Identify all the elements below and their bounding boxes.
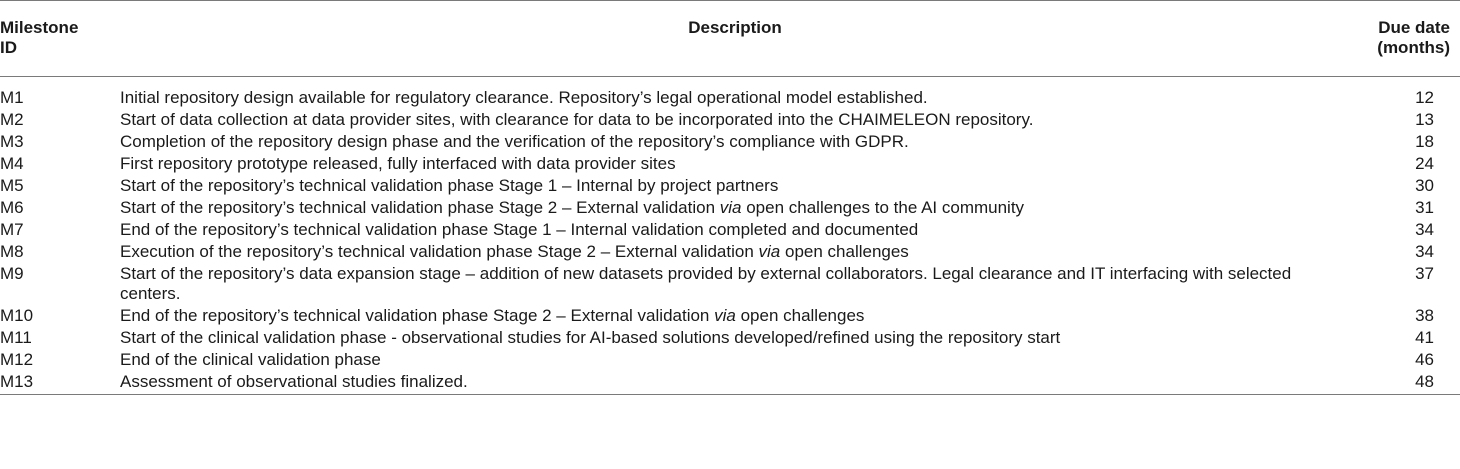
- due-date-cell: 18: [1415, 132, 1434, 151]
- milestone-description-cell: [120, 327, 1350, 349]
- table-row: [0, 305, 1460, 327]
- description-text: via: [714, 306, 736, 325]
- milestone-description-cell: [120, 371, 1350, 395]
- table-row: [0, 219, 1460, 241]
- description-text: open challenges: [735, 306, 865, 325]
- table-row: [0, 153, 1460, 175]
- milestone-id-cell: M6: [0, 198, 24, 217]
- milestone-description-cell: [120, 349, 1350, 371]
- description-text: First repository prototype released, fully interfaced with data provider sites: [120, 154, 676, 173]
- table-body: [0, 77, 1460, 395]
- due-date-cell: 13: [1415, 110, 1434, 129]
- milestone-id-cell: M4: [0, 154, 24, 173]
- table-row: [0, 197, 1460, 219]
- milestone-description-cell: [120, 241, 1350, 263]
- milestone-id-cell: M7: [0, 220, 24, 239]
- header-due-line2: (months): [1377, 38, 1450, 57]
- description-text: Start of the repository’s technical validation phase Stage 2 – External validation: [120, 198, 720, 217]
- milestone-description-cell: [120, 305, 1350, 327]
- milestone-id-cell: M1: [0, 88, 24, 107]
- milestone-description-cell: [120, 109, 1350, 131]
- milestone-description-cell: [120, 175, 1350, 197]
- table-row: [0, 349, 1460, 371]
- milestone-id-cell: M11: [0, 328, 32, 347]
- table-row: [0, 131, 1460, 153]
- description-text: Initial repository design available for regulatory clearance. Repository’s legal operational model established.: [120, 88, 928, 107]
- description-text: open challenges: [780, 242, 909, 261]
- table-header-row: [0, 1, 1460, 77]
- due-date-cell: 34: [1415, 220, 1434, 239]
- milestone-id-cell: M13: [0, 372, 34, 391]
- milestone-id-cell: M2: [0, 110, 24, 129]
- due-date-cell: 30: [1415, 176, 1434, 195]
- description-text: End of the repository’s technical validation phase Stage 2 – External validation: [120, 306, 715, 325]
- due-date-cell: 48: [1415, 372, 1434, 391]
- header-description: Description: [688, 18, 782, 37]
- milestone-description-cell: [120, 219, 1350, 241]
- description-text: Execution of the repository’s technical validation phase Stage 2 – External validation: [120, 242, 759, 261]
- table-row: [0, 109, 1460, 131]
- milestone-description-cell: [120, 77, 1350, 110]
- milestone-id-cell: M8: [0, 242, 24, 261]
- description-text: Start of data collection at data provider sites, with clearance for data to be incorporated into the CHAIMELEON repository.: [120, 110, 1034, 129]
- header-due-line1: Due date: [1378, 18, 1450, 37]
- header-due-date: [1350, 1, 1460, 77]
- table-row: [0, 327, 1460, 349]
- header-milestone-id: [0, 1, 120, 77]
- header-id-line2: ID: [0, 38, 17, 57]
- description-text: End of the clinical validation phase: [120, 350, 381, 369]
- due-date-cell: 12: [1415, 88, 1434, 107]
- milestone-id-cell: M5: [0, 176, 24, 195]
- due-date-cell: 38: [1415, 306, 1434, 325]
- description-text: via: [719, 198, 742, 217]
- due-date-cell: 24: [1415, 154, 1434, 173]
- description-text: Start of the repository’s technical validation phase Stage 1 – Internal by project partners: [120, 176, 779, 195]
- milestone-id-cell: M10: [0, 306, 34, 325]
- milestone-id-cell: M12: [0, 350, 34, 369]
- due-date-cell: 31: [1415, 198, 1434, 217]
- due-date-cell: 46: [1415, 350, 1434, 369]
- table-row: [0, 241, 1460, 263]
- table-row: [0, 263, 1460, 305]
- milestone-description-cell: [120, 153, 1350, 175]
- table-row: [0, 77, 1460, 110]
- description-text: End of the repository’s technical validation phase Stage 1 – Internal validation completed and documented: [120, 220, 919, 239]
- table-row: [0, 175, 1460, 197]
- header-id-line1: Milestone: [0, 18, 79, 37]
- milestone-description-cell: [120, 263, 1350, 305]
- description-text: Assessment of observational studies finalized.: [120, 372, 468, 391]
- milestone-id-cell: M3: [0, 132, 24, 151]
- description-text: via: [758, 242, 781, 261]
- due-date-cell: 41: [1415, 328, 1434, 347]
- description-text: Start of the repository’s data expansion stage – addition of new datasets provided by external collaborators. Legal clearance and IT interfacing with selected centers.: [120, 264, 1292, 303]
- due-date-cell: 37: [1415, 264, 1434, 283]
- milestone-description-cell: [120, 131, 1350, 153]
- milestone-id-cell: M9: [0, 264, 24, 283]
- description-text: Start of the clinical validation phase - observational studies for AI-based solutions developed/refined using the repository start: [120, 328, 1061, 347]
- due-date-cell: 34: [1415, 242, 1434, 261]
- description-text: open challenges to the AI community: [741, 198, 1025, 217]
- milestone-description-cell: [120, 197, 1350, 219]
- table-row: [0, 371, 1460, 395]
- description-text: Completion of the repository design phase and the verification of the repository’s compliance with GDPR.: [120, 132, 909, 151]
